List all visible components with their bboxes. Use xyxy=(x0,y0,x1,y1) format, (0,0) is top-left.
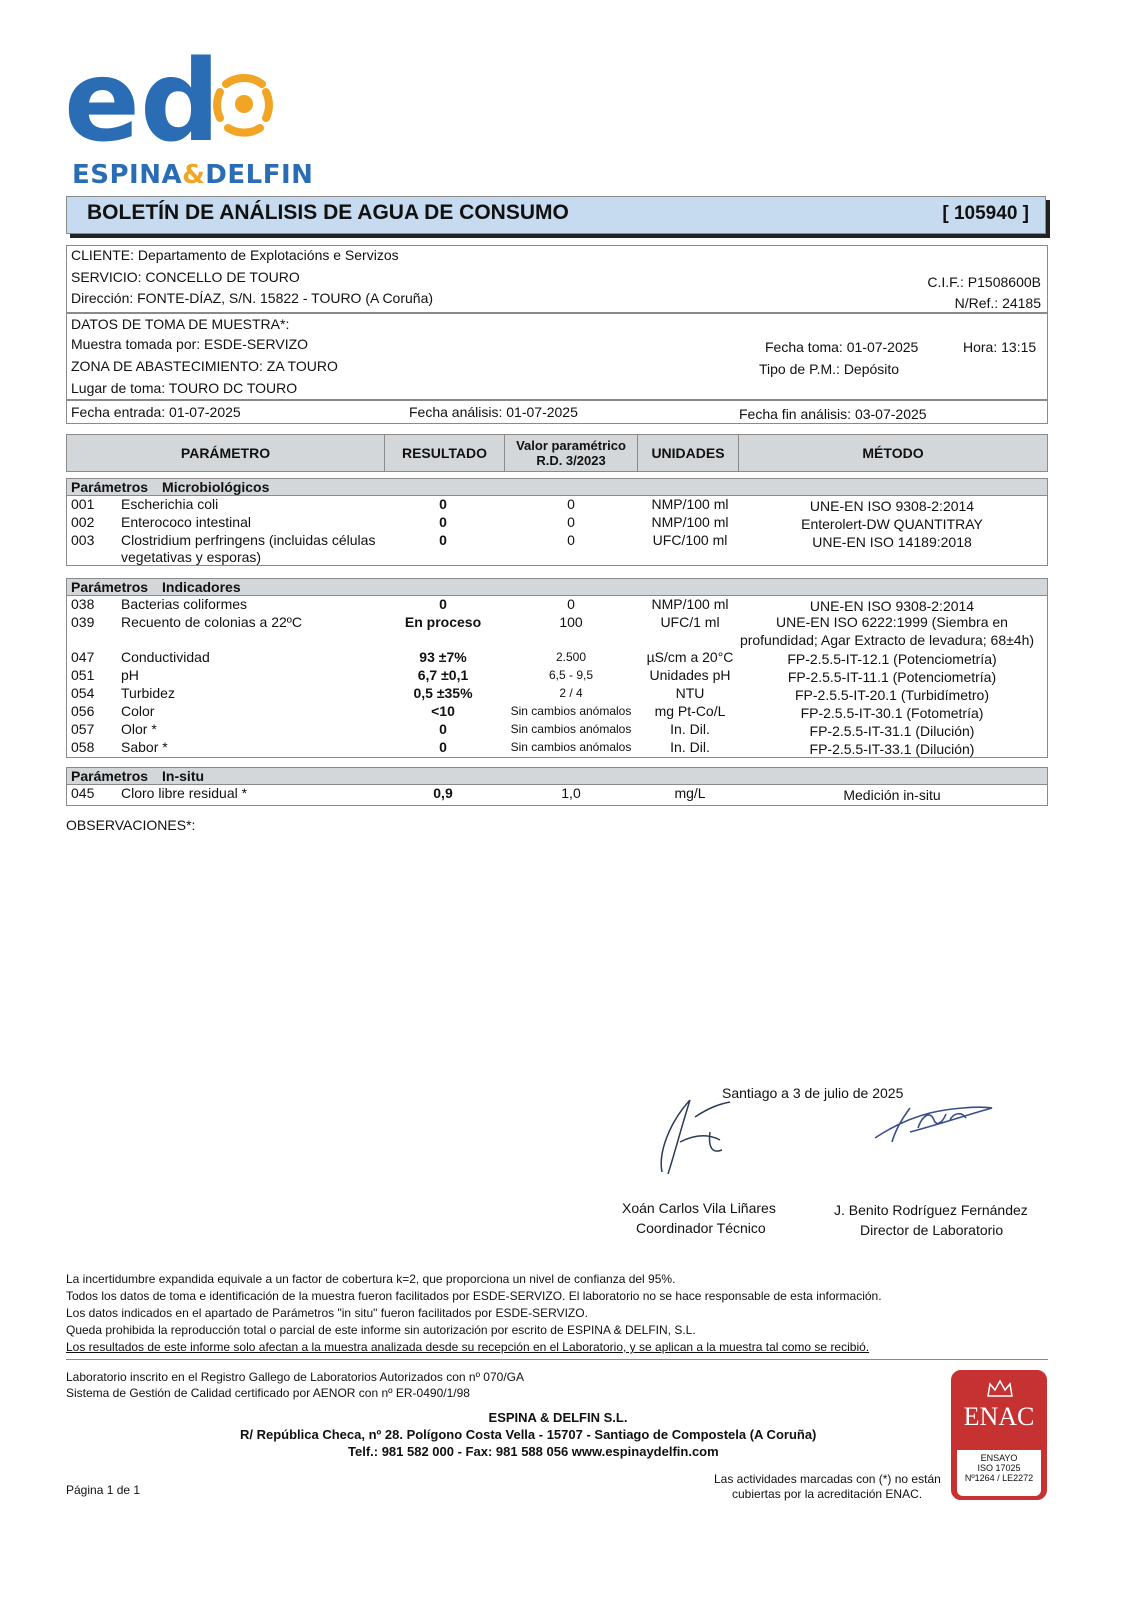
row-method: Enterolert-DW QUANTITRAY xyxy=(801,516,983,532)
row-code: 056 xyxy=(71,703,95,719)
date-analysis-end: Fecha fin análisis: 03-07-2025 xyxy=(739,406,927,422)
row-value: 0 xyxy=(567,596,575,612)
sample-taken-by: Muestra tomada por: ESDE-SERVIZO xyxy=(71,336,309,352)
row-name: Clostridium perfringens (incluidas células xyxy=(121,532,376,548)
signer-1-role: Coordinador Técnico xyxy=(636,1220,766,1236)
supply-zone: ZONA DE ABASTECIMIENTO: ZA TOURO xyxy=(71,358,338,374)
col-valor-line2: R.D. 3/2023 xyxy=(536,453,606,468)
signer-2-name: J. Benito Rodríguez Fernández xyxy=(834,1202,1028,1218)
client-box xyxy=(66,245,1048,313)
signature-1-icon xyxy=(650,1092,740,1182)
client-name: CLIENTE: Departamento de Explotacións e Servizos xyxy=(71,247,399,263)
row-unit: In. Dil. xyxy=(670,721,710,737)
row-code: 001 xyxy=(71,496,95,512)
row-name: Bacterias coliformes xyxy=(121,596,248,612)
row-unit: NMP/100 ml xyxy=(651,514,729,530)
note-line: La incertidumbre expandida equivale a un factor de cobertura k=2, que proporciona un nivel de confianza del 95%. xyxy=(66,1272,676,1286)
row-code: 038 xyxy=(71,596,95,612)
notes-block xyxy=(66,1272,882,1354)
note-line: Todos los datos de toma e identificación de la muestra fueron facilitados por ESDE-SERVIZO. El laboratorio no se hace responsable de esta información. xyxy=(66,1289,882,1303)
col-unidades: UNIDADES xyxy=(637,434,739,472)
company-logo xyxy=(66,40,314,190)
col-metodo: MÉTODO xyxy=(738,434,1048,472)
enac-line2: ISO 17025 xyxy=(977,1463,1021,1473)
enac-line1: ENSAYO xyxy=(980,1453,1018,1463)
section-label: Parámetros xyxy=(71,579,149,595)
section-indicadores xyxy=(66,596,1048,758)
company-name: ESPINA & DELFIN S.L. xyxy=(488,1410,628,1425)
row-result: 0,9 xyxy=(433,785,453,801)
section-header-indicadores xyxy=(66,578,1048,596)
section-micro xyxy=(66,496,1048,566)
col-resultado: RESULTADO xyxy=(384,434,505,472)
dates-box xyxy=(66,400,1048,424)
page-title: BOLETÍN DE ANÁLISIS DE AGUA DE CONSUMO xyxy=(87,201,569,224)
row-result: 0,5 ±35% xyxy=(413,685,473,701)
section-name: In-situ xyxy=(162,768,205,784)
row-name: Recuento de colonias a 22ºC xyxy=(121,614,303,630)
row-name: Turbidez xyxy=(121,685,175,701)
row-unit: mg Pt-Co/L xyxy=(654,703,726,719)
sample-location: Lugar de toma: TOURO DC TOURO xyxy=(71,380,298,396)
row-name: Olor * xyxy=(121,721,157,737)
row-method: FP-2.5.5-IT-31.1 (Dilución) xyxy=(809,723,975,739)
col-valor-line1: Valor paramétrico xyxy=(516,438,626,453)
row-name: Cloro libre residual * xyxy=(121,785,248,801)
row-unit: µS/cm a 20°C xyxy=(646,649,734,665)
sample-date: Fecha toma: 01-07-2025 xyxy=(765,339,919,355)
report-number: [ 105940 ] xyxy=(942,203,1029,224)
row-unit: NTU xyxy=(675,685,705,701)
row-value: Sin cambios anómalos xyxy=(510,722,632,736)
brand-part1: ESPINA xyxy=(72,160,183,190)
results-table-header xyxy=(66,434,1048,472)
date-analysis: Fecha análisis: 01-07-2025 xyxy=(409,404,578,420)
row-method-cont: profundidad; Agar Extracto de levadura; 68±4h) xyxy=(739,632,1035,648)
row-value: 2.500 xyxy=(555,650,587,664)
signature-2-icon xyxy=(870,1098,1000,1148)
row-result: 0 xyxy=(439,739,447,755)
page-number: Página 1 de 1 xyxy=(66,1483,141,1497)
signer-2-role: Director de Laboratorio xyxy=(860,1222,1004,1238)
row-unit: UFC/100 ml xyxy=(652,532,728,548)
row-method: UNE-EN ISO 6222:1999 (Siembra en xyxy=(776,614,1008,630)
observations-label: OBSERVACIONES*: xyxy=(66,817,196,833)
sample-point-type: Tipo de P.M.: Depósito xyxy=(759,361,900,377)
row-method: UNE-EN ISO 9308-2:2014 xyxy=(809,598,975,614)
section-label: Parámetros xyxy=(71,768,149,784)
row-code: 054 xyxy=(71,685,95,701)
row-name: Escherichia coli xyxy=(121,496,219,512)
client-cif: C.I.F.: P1508600B xyxy=(927,274,1041,290)
title-bar xyxy=(66,196,1046,234)
client-address: Dirección: FONTE-DÍAZ, S/N. 15822 - TOURO (A Coruña) xyxy=(71,290,434,306)
row-value: 0 xyxy=(567,514,575,530)
logo-graphic xyxy=(66,40,286,160)
row-method: FP-2.5.5-IT-33.1 (Dilución) xyxy=(809,741,975,757)
enac-note-2: cubiertas por la acreditación ENAC. xyxy=(732,1487,923,1501)
row-code: 039 xyxy=(71,614,95,630)
signer-1-name: Xoán Carlos Vila Liñares xyxy=(622,1200,776,1216)
client-ref: N/Ref.: 24185 xyxy=(954,295,1041,311)
enac-note-1: Las actividades marcadas con (*) no están xyxy=(714,1472,941,1486)
row-result: 0 xyxy=(439,532,447,548)
row-result: 0 xyxy=(439,496,447,512)
note-line: Los datos indicados en el apartado de Parámetros "in situ" fueron facilitados por ESDE-SERVIZO. xyxy=(66,1306,588,1320)
section-insitu xyxy=(66,785,1048,806)
row-unit: Unidades pH xyxy=(649,667,731,683)
row-result: <10 xyxy=(431,703,455,719)
enac-logo: ENAC xyxy=(963,1402,1035,1431)
row-code: 002 xyxy=(71,514,95,530)
date-received: Fecha entrada: 01-07-2025 xyxy=(71,404,241,420)
row-value: Sin cambios anómalos xyxy=(510,704,632,718)
note-line: Los resultados de este informe solo afectan a la muestra analizada desde su recepción en el Laboratorio, y se aplican a la muestra tal como se recibió. xyxy=(66,1340,870,1354)
sample-box xyxy=(66,313,1048,400)
row-method: Medición in-situ xyxy=(843,787,941,803)
row-value: 1,0 xyxy=(561,785,581,801)
row-code: 058 xyxy=(71,739,95,755)
signature-place-date: Santiago a 3 de julio de 2025 xyxy=(722,1085,904,1101)
lab-quality-system: Sistema de Gestión de Calidad certificado por AENOR con nº ER-0490/1/98 xyxy=(66,1386,470,1400)
row-unit: NMP/100 ml xyxy=(651,496,729,512)
client-service: SERVICIO: CONCELLO DE TOURO xyxy=(71,269,300,285)
row-value: 0 xyxy=(567,496,575,512)
row-code: 051 xyxy=(71,667,95,683)
row-code: 003 xyxy=(71,532,95,548)
row-name: Conductividad xyxy=(121,649,210,665)
row-method: UNE-EN ISO 9308-2:2014 xyxy=(809,498,975,514)
col-valor xyxy=(504,434,638,472)
divider xyxy=(66,1359,1048,1360)
row-result: 0 xyxy=(439,721,447,737)
section-header-insitu xyxy=(66,767,1048,785)
row-code: 057 xyxy=(71,721,95,737)
brand-part2: DELFIN xyxy=(205,160,314,190)
row-result: 0 xyxy=(439,514,447,530)
sample-heading: DATOS DE TOMA DE MUESTRA*: xyxy=(71,316,290,332)
enac-accreditation xyxy=(957,1450,1041,1496)
col-parametro: PARÁMETRO xyxy=(66,434,385,472)
section-header-micro xyxy=(66,478,1048,496)
row-unit: In. Dil. xyxy=(670,739,710,755)
note-line: Queda prohibida la reproducción total o parcial de este informe sin autorización por escrito de ESPINA & DELFIN, S.L. xyxy=(66,1323,696,1337)
row-method: FP-2.5.5-IT-11.1 (Potenciometría) xyxy=(787,669,997,685)
row-method: UNE-EN ISO 14189:2018 xyxy=(812,534,972,550)
brand-name xyxy=(72,160,313,190)
enac-line3: Nº1264 / LE2272 xyxy=(964,1473,1034,1483)
logo-letters: ed xyxy=(66,40,221,160)
company-address: R/ República Checa, nº 28. Polígono Costa Vella - 15707 - Santiago de Compostela (A Coruña) xyxy=(240,1427,817,1442)
section-name: Microbiológicos xyxy=(162,479,270,495)
row-result: 93 ±7% xyxy=(419,649,467,665)
row-method: FP-2.5.5-IT-20.1 (Turbidímetro) xyxy=(795,687,989,703)
row-method: FP-2.5.5-IT-12.1 (Potenciometría) xyxy=(787,651,997,667)
sample-time: Hora: 13:15 xyxy=(963,339,1037,355)
enac-badge xyxy=(951,1370,1047,1500)
row-result: 6,7 ±0,1 xyxy=(417,667,469,683)
company-contact: Telf.: 981 582 000 - Fax: 981 588 056 www.espinaydelfin.com xyxy=(348,1444,719,1459)
row-name: Enterococo intestinal xyxy=(121,514,251,530)
row-method: FP-2.5.5-IT-30.1 (Fotometría) xyxy=(800,705,984,721)
row-result: 0 xyxy=(439,596,447,612)
sun-icon xyxy=(217,78,269,133)
row-value: Sin cambios anómalos xyxy=(510,740,632,754)
row-name: Color xyxy=(121,703,155,719)
row-value: 6,5 - 9,5 xyxy=(548,668,594,682)
row-name: pH xyxy=(121,667,139,683)
row-value: 2 / 4 xyxy=(559,686,583,700)
section-label: Parámetros xyxy=(71,479,149,495)
row-value: 100 xyxy=(559,614,583,630)
row-name: Sabor * xyxy=(121,739,168,755)
row-name-cont: vegetativas y esporas) xyxy=(121,549,262,565)
row-code: 047 xyxy=(71,649,95,665)
row-value: 0 xyxy=(567,532,575,548)
crown-icon xyxy=(985,1378,1015,1400)
row-unit: UFC/1 ml xyxy=(660,614,720,630)
row-result: En proceso xyxy=(404,614,482,630)
lab-registry: Laboratorio inscrito en el Registro Gallego de Laboratorios Autorizados con nº 070/GA xyxy=(66,1370,524,1384)
row-code: 045 xyxy=(71,785,95,801)
row-unit: mg/L xyxy=(674,785,706,801)
section-name: Indicadores xyxy=(162,579,241,595)
row-unit: NMP/100 ml xyxy=(651,596,729,612)
brand-amp: & xyxy=(182,160,206,190)
